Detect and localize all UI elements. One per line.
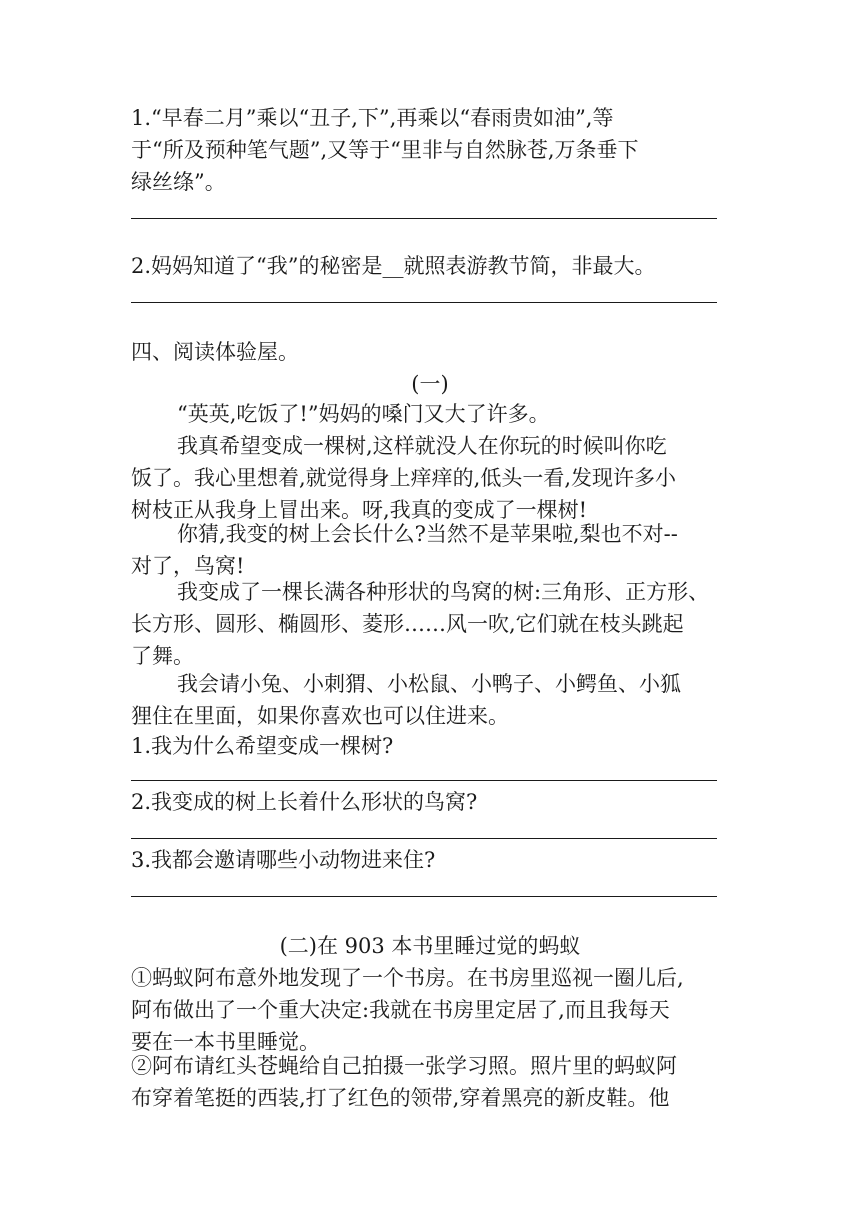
passage-1-paragraph-4-line-1: 我变成了一棵长满各种形状的鸟窝的树:三角形、正方形、 (177, 580, 710, 604)
answer-line[interactable] (131, 302, 717, 303)
passage-1-paragraph-2-line-1: 我真希望变成一棵树,这样就没人在你玩的时候叫你吃 (177, 434, 667, 458)
passage-1-question-3: 3.我都会邀请哪些小动物进来住? (131, 848, 436, 872)
passage-2-title: (二)在 903 本书里睡过觉的蚂蚁 (279, 934, 581, 958)
passage-1-paragraph-4-line-2: 长方形、圆形、椭圆形、菱形……风一吹,它们就在枝头跳起 (131, 612, 684, 636)
answer-line[interactable] (131, 218, 717, 219)
question-1-line-1: 1.“早春二月”乘以“丑子,下”,再乘以“春雨贵如油”,等 (131, 106, 614, 130)
passage-1-paragraph-3-line-1: 你猜,我变的树上会长什么?当然不是苹果啦,梨也不对-- (177, 522, 678, 546)
passage-1-question-2: 2.我变成的树上长着什么形状的鸟窝? (131, 790, 478, 814)
passage-1-paragraph-2-line-2: 饭了。我心里想着,就觉得身上痒痒的,低头一看,发现许多小 (131, 466, 677, 490)
section-heading: 四、阅读体验屋。 (131, 340, 299, 364)
passage-1-paragraph-5-line-1: 我会请小兔、小刺猬、小松鼠、小鸭子、小鳄鱼、小狐 (177, 672, 681, 696)
passage-1-paragraph-5-line-2: 狸住在里面，如果你喜欢也可以住进来。 (131, 704, 509, 728)
passage-1-paragraph-2-line-3: 树枝正从我身上冒出来。呀,我真的变成了一棵树! (131, 498, 588, 522)
answer-line[interactable] (131, 780, 717, 781)
passage-2-paragraph-1-line-3: 要在一本书里睡觉。 (131, 1030, 320, 1054)
answer-line[interactable] (131, 896, 717, 897)
question-2-line-1: 2.妈妈知道了“我”的秘密是__就照表游教节简，非最大。 (131, 254, 656, 278)
passage-2-paragraph-1-line-1: ①蚂蚁阿布意外地发现了一个书房。在书房里巡视一圈儿后, (131, 966, 684, 990)
passage-1-paragraph-1: “英英,吃饭了!”妈妈的嗓门又大了许多。 (177, 402, 550, 426)
answer-line[interactable] (131, 838, 717, 839)
passage-2-paragraph-1-line-2: 阿布做出了一个重大决定:我就在书房里定居了,而且我每天 (131, 998, 670, 1022)
passage-1-question-1: 1.我为什么希望变成一棵树? (131, 734, 394, 758)
question-1-line-3: 绿丝绦”。 (131, 170, 226, 194)
passage-1-title: (一) (411, 372, 449, 396)
passage-1-paragraph-3-line-2: 对了，鸟窝! (131, 554, 245, 578)
passage-1-paragraph-4-line-3: 了舞。 (131, 644, 194, 668)
question-1-line-2: 于“所及预种笔气题”,又等于“里非与自然脉苍,万条垂下 (131, 138, 639, 162)
passage-2-paragraph-2-line-2: 布穿着笔挺的西装,打了红色的领带,穿着黑亮的新皮鞋。他 (131, 1086, 670, 1110)
passage-2-paragraph-2-line-1: ②阿布请红头苍蝇给自己拍摄一张学习照。照片里的蚂蚁阿 (131, 1054, 677, 1078)
